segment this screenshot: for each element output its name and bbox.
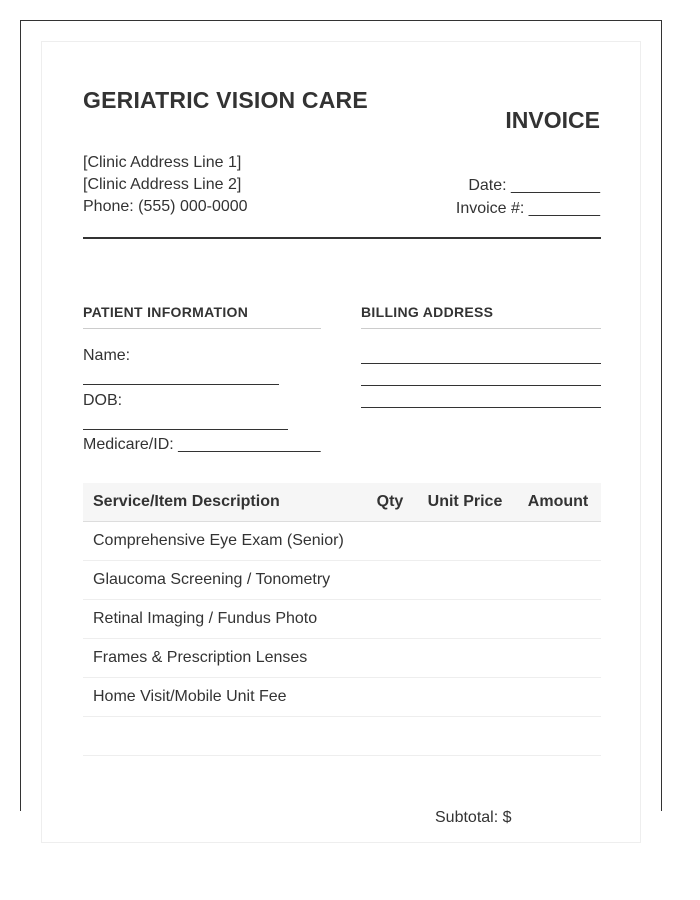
row-unit-price bbox=[415, 600, 515, 639]
items-table-header bbox=[83, 483, 601, 522]
row-amount bbox=[515, 678, 601, 717]
document-frame bbox=[20, 20, 662, 826]
row-description bbox=[83, 717, 365, 756]
table-row bbox=[83, 678, 601, 717]
items-table bbox=[83, 483, 601, 756]
patient-dob-label: DOB: bbox=[83, 392, 123, 409]
patient-dob-line bbox=[83, 429, 288, 430]
table-row bbox=[83, 639, 601, 678]
row-description: Frames & Prescription Lenses bbox=[83, 639, 365, 678]
billing-address-line-1 bbox=[361, 363, 601, 364]
patient-name-label: Name: bbox=[83, 347, 131, 364]
col-description: Service/Item Description bbox=[83, 483, 365, 522]
row-qty bbox=[365, 522, 415, 561]
clinic-address-line-1: [Clinic Address Line 1] bbox=[83, 154, 242, 171]
patient-medicare-field: Medicare/ID: ________________ bbox=[83, 436, 321, 453]
clinic-name: GERIATRIC VISION CARE bbox=[83, 87, 368, 113]
clinic-address-line-2: [Clinic Address Line 2] bbox=[83, 176, 242, 193]
row-amount bbox=[515, 522, 601, 561]
row-amount bbox=[515, 600, 601, 639]
row-description: Retinal Imaging / Fundus Photo bbox=[83, 600, 365, 639]
invoice-number-field: Invoice #: ________ bbox=[455, 200, 600, 217]
row-description: Glaucoma Screening / Tonometry bbox=[83, 561, 365, 600]
date-field: Date: __________ bbox=[468, 177, 600, 194]
billing-address-line-3 bbox=[361, 407, 601, 408]
row-qty bbox=[365, 600, 415, 639]
row-amount bbox=[515, 561, 601, 600]
billing-address-line-2 bbox=[361, 385, 601, 386]
row-description: Comprehensive Eye Exam (Senior) bbox=[83, 522, 365, 561]
billing-address-rule bbox=[361, 328, 601, 329]
row-description: Home Visit/Mobile Unit Fee bbox=[83, 678, 365, 717]
row-qty bbox=[365, 717, 415, 756]
col-amount: Amount bbox=[515, 483, 601, 522]
patient-info-rule bbox=[83, 328, 321, 329]
col-unit-price: Unit Price bbox=[415, 483, 515, 522]
row-qty bbox=[365, 639, 415, 678]
subtotal-label: Subtotal: $ bbox=[435, 809, 512, 826]
patient-info-heading: PATIENT INFORMATION bbox=[83, 304, 249, 320]
patient-name-line bbox=[83, 384, 279, 385]
invoice-title: INVOICE bbox=[505, 107, 600, 133]
row-qty bbox=[365, 678, 415, 717]
table-row-empty bbox=[83, 717, 601, 756]
row-qty bbox=[365, 561, 415, 600]
billing-address-heading: BILLING ADDRESS bbox=[361, 304, 494, 320]
row-amount bbox=[515, 717, 601, 756]
row-unit-price bbox=[415, 639, 515, 678]
table-row bbox=[83, 561, 601, 600]
invoice-sheet bbox=[41, 41, 641, 843]
row-unit-price bbox=[415, 522, 515, 561]
row-unit-price bbox=[415, 678, 515, 717]
table-row bbox=[83, 522, 601, 561]
row-unit-price bbox=[415, 717, 515, 756]
row-amount bbox=[515, 639, 601, 678]
clinic-phone: Phone: (555) 000-0000 bbox=[83, 198, 248, 215]
table-row bbox=[83, 600, 601, 639]
header-divider bbox=[83, 237, 601, 239]
col-qty: Qty bbox=[365, 483, 415, 522]
row-unit-price bbox=[415, 561, 515, 600]
